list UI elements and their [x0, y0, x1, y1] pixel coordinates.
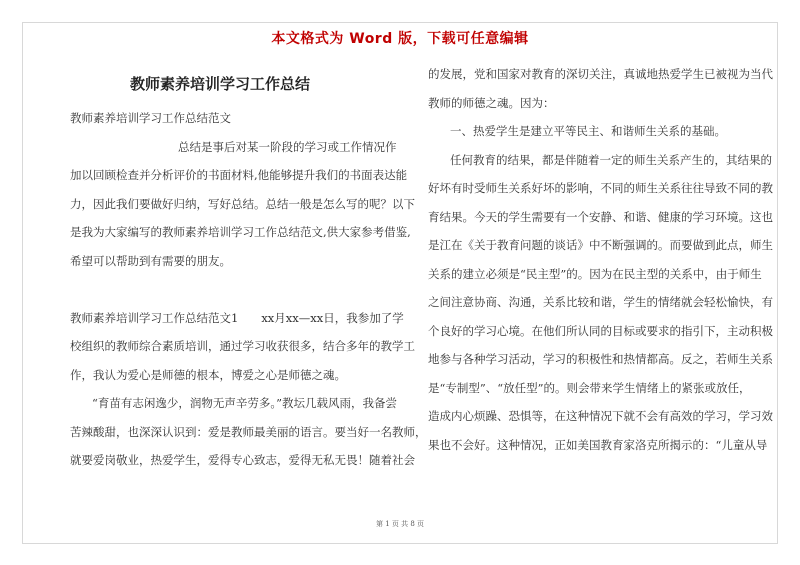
text-line: 造成内心烦躁、恐惧等，在这种情况下就不会有高效的学习，学习效 [428, 409, 773, 423]
text-line: “育苗有志闲逸少，润物无声辛劳多。”教坛几载风雨，我备尝 [92, 396, 398, 410]
text-line: 作，我认为爱心是师德的根本，博爱之心是师德之魂。 [70, 367, 346, 382]
text-line: 教师的师德之魂。因为： [428, 95, 555, 110]
text-line: 育结果。今天的学生需要有一个安静、和谐、健康的学习环境。这也 [428, 209, 773, 224]
text-line: 校组织的教师综合素质培训，通过学习收获很多，结合多年的教学工 [70, 339, 415, 353]
text-line: 个良好的学习心境。在他们所认同的目标或要求的指引下，主动积极 [428, 323, 773, 338]
text-line: 是“专制型”、“放任型”的。则会带来学生情绪上的紧张或放任， [428, 380, 751, 395]
text-line: 教师素养培训学习工作总结范文 [70, 111, 231, 125]
text-line: 果也不会好。这种情况，正如美国教育家洛克所揭示的：“儿童从导 [428, 437, 768, 452]
text-line: 总结是事后对某一阶段的学习或工作情况作 [178, 139, 397, 154]
text-line: 是我为大家编写的教师素养培训学习工作总结范文,供大家参考借鉴, [70, 225, 411, 239]
word-version-banner: 本文格式为 Word 版，下载可任意编辑 [271, 31, 529, 47]
text-line: 加以回顾检查并分析评价的书面材料,他能够提升我们的书面表达能 [70, 168, 408, 182]
text-line: 就要爱岗敬业，热爱学生，爱得专心致志，爱得无私无畏！随着社会 [70, 453, 415, 467]
text-line: 好坏有时受师生关系好坏的影响，不同的师生关系往往导致不同的教 [428, 181, 773, 195]
page-number: 第 1 页 共 8 页 [375, 520, 425, 528]
left-column [70, 104, 427, 475]
text-line: 一、热爱学生是建立平等民主、和谐师生关系的基础。 [450, 124, 726, 138]
text-line: 的发展，党和国家对教育的深切关注，真诚地热爱学生已被视为当代 [428, 67, 773, 81]
text-line: 力，因此我们要做好归纳，写好总结。总结一般是怎么写的呢？以下 [70, 196, 415, 211]
text-line: 苦辣酸甜，也深深认识到：爱是教师最美丽的语言。要当好一名教师， [70, 424, 427, 439]
text-line: 是江在《关于教育问题的谈话》中不断强调的。而要做到此点，师生 [428, 238, 773, 252]
text-line: 教师素养培训学习工作总结范文1 xx月xx—xx日，我参加了学 [70, 310, 404, 325]
text-line: 关系的建立必须是“民主型”的。因为在民主型的关系中，由于师生 [428, 266, 762, 281]
text-line: 地参与各种学习活动，学习的积极性和热情都高。反之，若师生关系 [428, 352, 773, 366]
right-column [428, 60, 773, 459]
text-line: 希望可以帮助到有需要的朋友。 [70, 253, 231, 268]
document-title: 教师素养培训学习工作总结 [129, 75, 310, 93]
text-line: 之间注意协商、沟通，关系比较和谐，学生的情绪就会轻松愉快，有 [428, 295, 773, 309]
text-line: 任何教育的结果，都是伴随着一定的师生关系产生的，其结果的 [450, 152, 772, 167]
text-line [70, 275, 400, 304]
